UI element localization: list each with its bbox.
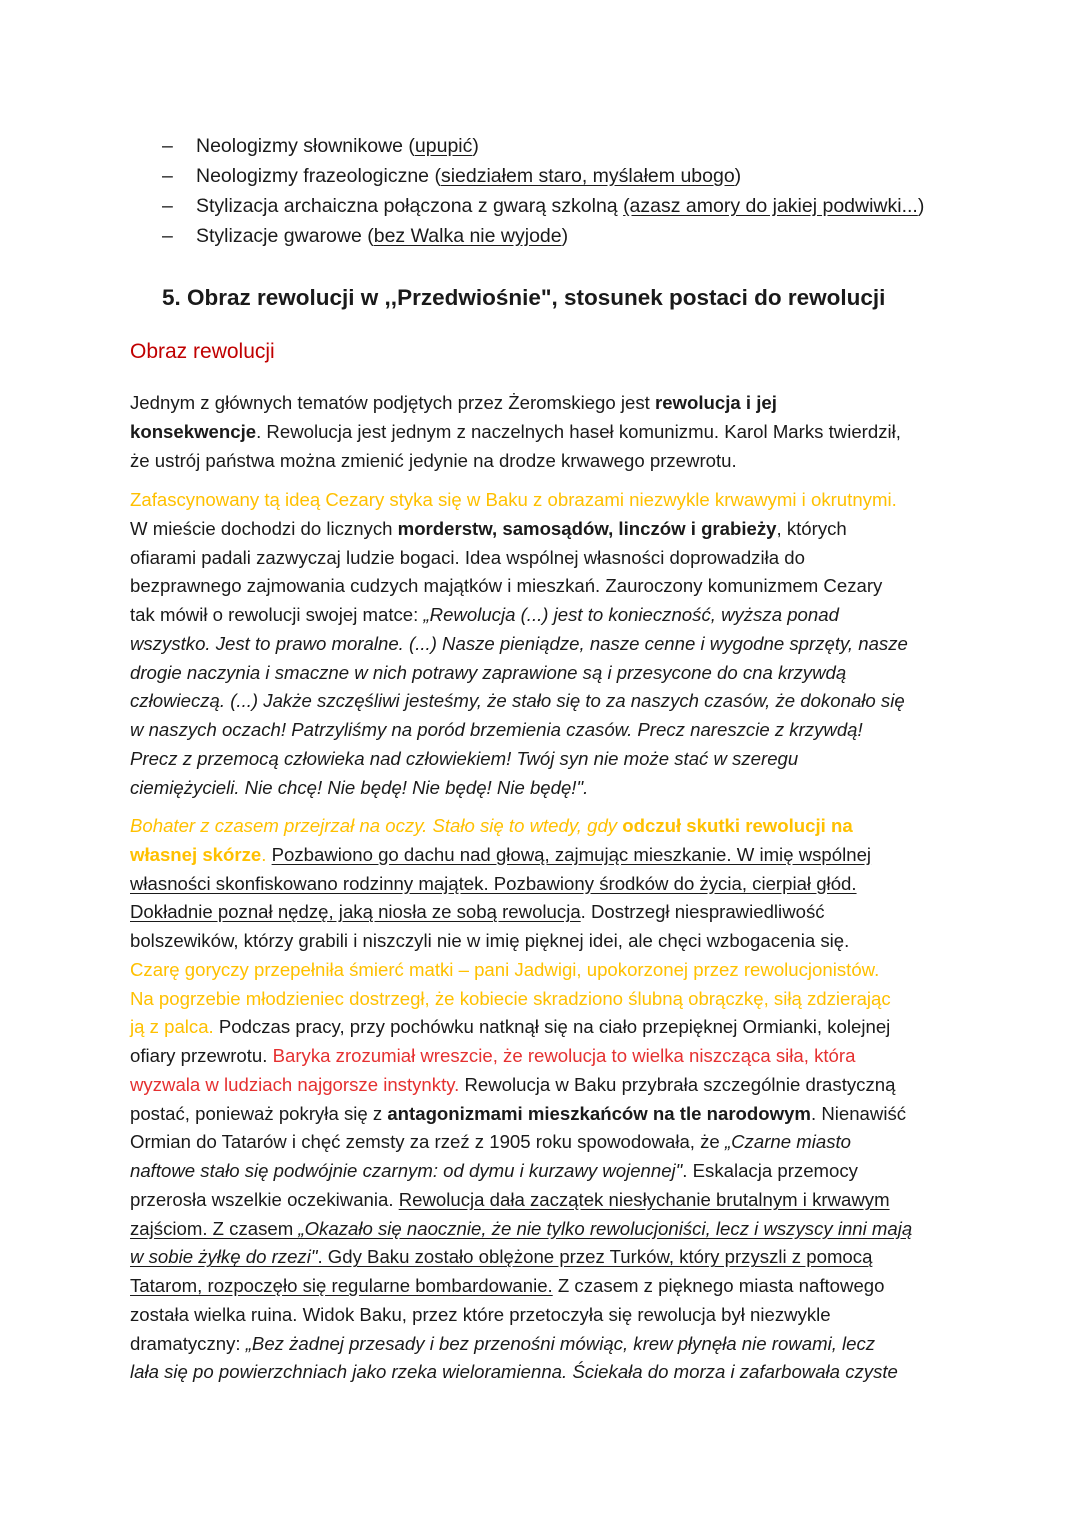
text-line: ją z palca. Podczas pracy, przy pochówku natknął się na ciało przepięknej Ormianki, kolejnej — [130, 1016, 891, 1038]
text-line: tak mówił o rewolucji swojej matce: „Rewolucja (...) jest to konieczność, wyższa ponad — [130, 604, 839, 625]
text-line: przerosła wszelkie oczekiwania. Rewolucja dała zaczątek niesłychanie brutalnym i krwawym — [130, 1188, 890, 1210]
text-line: Precz z przemocą człowieka nad człowiekiem! Twój syn nie może stać w szeregu — [130, 747, 799, 769]
text-line: własnej skórze. Pozbawiono go dachu nad głową, zajmując mieszkanie. W imię wspólnej — [130, 843, 872, 865]
text-line: Zafascynowany tą ideą Cezary styka się w Baku z obrazami niezwykle krwawymi i okrutnymi. — [130, 489, 897, 510]
text-line: Dokładnie poznał nędzę, jaką niosła ze sobą rewolucja. Dostrzegł niesprawiedliwość — [130, 901, 825, 923]
dash-bullet: – — [162, 225, 173, 247]
subsection-heading: Obraz rewolucji — [130, 340, 275, 363]
text-line: naftowe stało się podwójnie czarnym: od dymu i kurzawy wojennej". Eskalacja przemocy — [130, 1160, 858, 1181]
text-line: Bohater z czasem przejrzał na oczy. Stało się to wtedy, gdy odczuł skutki rewolucji na — [130, 815, 853, 836]
paragraph-baku — [130, 486, 960, 802]
text-line: bolszewików, którzy grabili i niszczyli nie w imię pięknej idei, ale chęci wzbogacenia się. — [130, 930, 850, 951]
text-line: drogie naczynia i smaczne w nich potrawy zaprawione są i przesycone do cna krzywdą — [130, 661, 847, 683]
text-line: ofiarami padali zazwyczaj ludzie bogaci. Idea wspólnej własności doprowadziła do — [130, 546, 805, 568]
text-line: Na pogrzebie młodzieniec dostrzegł, że kobiecie skradziono ślubną obrączkę, siłą zdzierając — [130, 987, 891, 1009]
list-item: – Stylizacja archaiczna połączona z gwarą szkolną (azasz amory do jakiej podwiwki...) — [162, 191, 924, 221]
text-line: lała się po powierzchniach jako rzeka wieloramienna. Ściekała do morza i zafarbowała czyste — [130, 1361, 898, 1383]
bullet-list — [162, 131, 924, 251]
text-line: ciemiężycieli. Nie chcę! Nie będę! Nie będę! Nie będę!". — [130, 776, 589, 798]
text-line: W mieście dochodzi do licznych morderstw, samosądów, linczów i grabieży, których — [130, 517, 847, 539]
text-line: że ustrój państwa można zmienić jedynie na drodze krwawego przewrotu. — [130, 449, 737, 471]
text-line: Jednym z głównych tematów podjętych przez Żeromskiego jest rewolucja i jej — [130, 392, 777, 413]
text-line: Czarę goryczy przepełniła śmierć matki – pani Jadwigi, upokorzonej przez rewolucjonistów. — [130, 958, 880, 980]
text-line: Ormian do Tatarów i chęć zemsty za rzeź z 1905 roku spowodowała, że „Czarne miasto — [130, 1131, 851, 1153]
text-line: własności skonfiskowano rodzinny majątek. Pozbawiony środków do życia, cierpiał głód. — [130, 872, 857, 894]
list-item: – Stylizacje gwarowe (bez Walka nie wyjode) — [162, 221, 924, 251]
paragraph-disillusion — [130, 812, 960, 1387]
dash-bullet: – — [162, 165, 173, 187]
text-line: postać, ponieważ pokryła się z antagonizmami mieszkańców na tle narodowym. Nienawiść — [130, 1102, 907, 1124]
text-line: człowieczą. (...) Jakże szczęśliwi jesteśmy, że stało się to za naszych czasów, że dokonało się — [130, 690, 905, 712]
text-line: w naszych oczach! Patrzyliśmy na poród brzemienia czasów. Precz nareszcie z krzywdą! — [130, 719, 863, 740]
section-heading: 5. Obraz rewolucji w ,,Przedwiośnie", stosunek postaci do rewolucji — [162, 285, 886, 310]
example-text: (azasz amory do jakiej podwiwki... — [623, 195, 918, 217]
list-item: – Neologizmy frazeologiczne (siedziałem staro, myślałem ubogo) — [162, 161, 924, 191]
list-item: – Neologizmy słownikowe (upupić) — [162, 131, 924, 161]
dash-bullet: – — [162, 195, 173, 217]
text-line: wszystko. Jest to prawo moralne. (...) Nasze pieniądze, nasze cenne i wygodne sprzęty, nasze — [130, 632, 908, 654]
dash-bullet: – — [162, 135, 173, 157]
text-line: zajściom. Z czasem „Okazało się naocznie, że nie tylko rewolucjoniści, lecz i wszyscy inni mają — [130, 1217, 913, 1239]
paragraph-intro — [130, 389, 960, 475]
text-line: dramatyczny: „Bez żadnej przesady i bez przenośni mówiąc, krew płynęła nie rowami, lecz — [130, 1332, 876, 1354]
text-line: ofiary przewrotu. Baryka zrozumiał wreszcie, że rewolucja to wielka niszcząca siła, która — [130, 1045, 856, 1066]
example-text: bez Walka nie wyjode — [373, 225, 562, 247]
text-line: została wielka ruina. Widok Baku, przez które przetoczyła się rewolucja był niezwykle — [130, 1303, 831, 1325]
text-line: wyzwala w ludziach najgorsze instynkty. Rewolucja w Baku przybrała szczególnie drastyczną — [130, 1073, 896, 1095]
text-line: konsekwencje. Rewolucja jest jednym z naczelnych haseł komunizmu. Karol Marks twierdził, — [130, 420, 901, 442]
text-line: Tatarom, rozpoczęło się regularne bombardowanie. Z czasem z pięknego miasta naftowego — [130, 1275, 885, 1296]
example-text: siedziałem staro, myślałem ubogo — [440, 165, 735, 187]
example-text: upupić — [414, 135, 473, 157]
text-line: bezprawnego zajmowania cudzych majątków i mieszkań. Zauroczony komunizmem Cezary — [130, 575, 883, 597]
text-line: w sobie żyłkę do rzezi". Gdy Baku zostało oblężone przez Turków, który przyszli z pomocą — [130, 1246, 873, 1268]
